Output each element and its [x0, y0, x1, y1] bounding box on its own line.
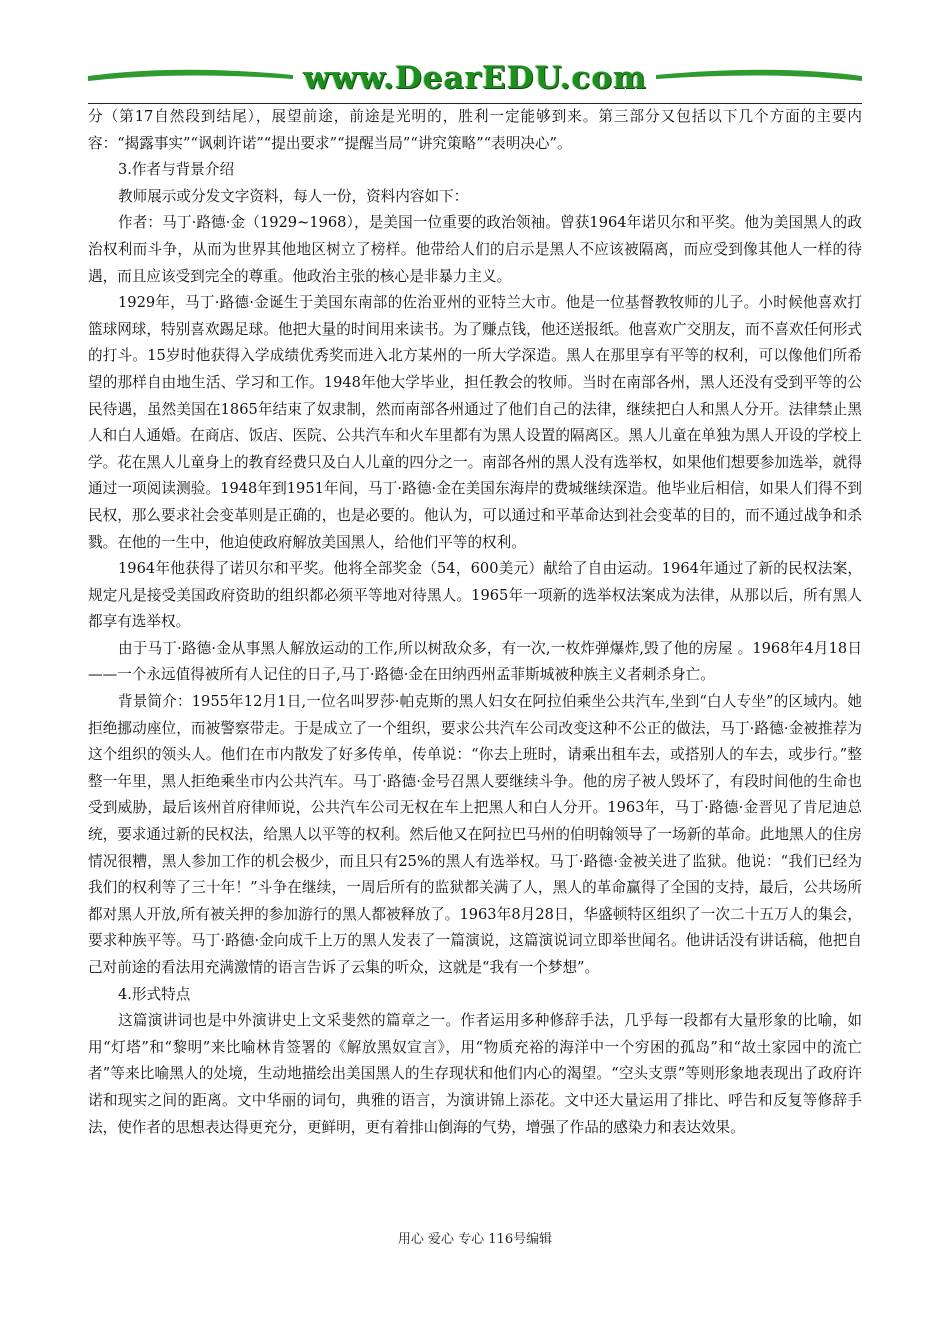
paragraph: 1929年，马丁·路德·金诞生于美国东南部的佐治亚州的亚特兰大市。他是一位基督教牧师的儿子。小时候他喜欢打篮球网球，特别喜欢踢足球。他把大量的时间用来读书。为了赚点钱，他还送报纸。他喜欢广交朋友，而不喜欢任何形式的打斗。15岁时他获得入学成绩优秀奖而进入北方某州的一所大学深造。黑人在那里享有平等的权利，可以像他们所希望的那样自由地生活、学习和工作。1948年他大学毕业，担任教会的牧师。当时在南部各州，黑人还没有受到平等的公民待遇，虽然美国在1865年结束了奴隶制，然而南部各州通过了他们自己的法律，继续把白人和黑人分开。法律禁止黑人和白人通婚。在商店、饭店、医院、公共汽车和火车里都有为黑人设置的隔离区。黑人儿童在单独为黑人开设的学校上学。花在黑人儿童身上的教育经费只及白人儿童的四分之一。南部各州的黑人没有选举权，如果他们想要参加选举，就得通过一项阅读测验。1948年到1951年间，马丁·路德·金在美国东海岸的费城继续深造。他毕业后相信，如果人们得不到民权，那么要求社会变革则是正确的，也是必要的。他认为，可以通过和平革命达到社会变革的目的，而不通过战争和杀戮。在他的一生中，他迫使政府解放美国黑人，给他们平等的权利。 — [88, 294, 862, 551]
page-footer: 用心 爱心 专心 116号编辑 — [397, 1232, 553, 1247]
paragraph: 教师展示或分发文字资料，每人一份，资料内容如下： — [118, 187, 469, 205]
paragraph: 背景简介：1955年12月1日,一位名叫罗莎·帕克斯的黑人妇女在阿拉伯乘坐公共汽车,坐到“白人专坐”的区域内。她拒绝挪动座位，而被警察带走。于是成立了一个组织，要求公共汽车公司改变这种不公正的做法，马丁·路德·金被推荐为这个组织的领头人。他们在市内散发了好多传单，传单说：“你去上班时，请乘出租车去，或搭别人的车去，或步行。”整整一年里，黑人拒绝乘坐市内公共汽车。马丁·路德·金号召黑人要继续斗争。他的房子被人毁坏了，有段时间他的生命也受到威胁，最后该州首府律师说，公共汽车公司无权在车上把黑人和白人分开。1963年，马丁·路德·金晋见了肯尼迪总统，要求通过新的民权法，给黑人以平等的权利。然后他又在阿拉巴马州的伯明翰领导了一场新的革命。此地黑人的住房情况很糟，黑人参加工作的机会极少，而且只有25%的黑人有选举权。马丁·路德·金被关进了监狱。他说：“我们已经为我们的权利等了三十年！”斗争在继续，一周后所有的监狱都关满了人，黑人的革命赢得了全国的支持，最后，公共场所都对黑人开放,所有被关押的参加游行的黑人都被释放了。1963年8月28日，华盛顿特区组织了一次二十五万人的集会，要求种族平等。马丁·路德·金向成千上万的黑人发表了一篇演说，这篇演说词立即举世闻名。他讲话没有讲话稿，他把自己对前途的看法用充满激情的语言告诉了云集的听众，这就是“我有一个梦想”。 — [88, 693, 862, 976]
section-heading: 3.作者与背景介绍 — [118, 161, 235, 179]
site-logo: www.DearEDU.com — [303, 60, 647, 96]
paragraph: 1964年他获得了诺贝尔和平奖。他将全部奖金（54，600美元）献给了自由运动。1964年通过了新的民权法案，规定凡是接受美国政府资助的组织都必须平等地对待黑人。1965年一项新的选举权法案成为法律，从那以后，所有黑人都享有选举权。 — [88, 560, 862, 631]
paragraph: 这篇演讲词也是中外演讲史上文采斐然的篇章之一。作者运用多种修辞手法，几乎每一段都有大量形象的比喻，如用“灯塔”和“黎明”来比喻林肯签署的《解放黑奴宣言》，用“物质充裕的海洋中一个穷困的孤岛”和“故土家园中的流亡者”等来比喻黑人的处境，生动地描绘出美国黑人的生存现状和他们内心的渴望。“空头支票”等则形象地表现出了政府许诺和现实之间的距离。文中华丽的词句，典雅的语言，为演讲锦上添花。文中还大量运用了排比、呼告和反复等修辞手法，使作者的思想表达得更充分，更鲜明，更有着排山倒海的气势，增强了作品的感染力和表达效果。 — [88, 1012, 862, 1136]
page-header — [88, 58, 862, 102]
document-body — [88, 104, 862, 1141]
paragraph: 由于马丁·路德·金从事黑人解放运动的工作,所以树敌众多，有一次,一枚炸弹爆炸,毁了他的房屋 。1968年4月18日——一个永远值得被所有人记住的日子,马丁·路德·金在田纳西州孟菲斯城被种族主义者刺杀身亡。 — [88, 639, 862, 684]
paragraph: 作者：马丁·路德·金（1929~1968），是美国一位重要的政治领袖。曾获1964年诺贝尔和平奖。他为美国黑人的政治权利而斗争，从而为世界其他地区树立了榜样。他带给人们的启示是黑人不应该被隔离，而应受到像其他人一样的待遇，而且应该受到完全的尊重。他政治主张的核心是非暴力主义。 — [88, 214, 862, 285]
section-heading: 4.形式特点 — [118, 985, 191, 1003]
paragraph: 分（第17自然段到结尾），展望前途，前途是光明的，胜利一定能够到来。第三部分又包括以下几个方面的主要内容：“揭露事实”“讽刺许诺”“提出要求”“提醒当局”“讲究策略”“表明决心”。 — [88, 108, 862, 152]
